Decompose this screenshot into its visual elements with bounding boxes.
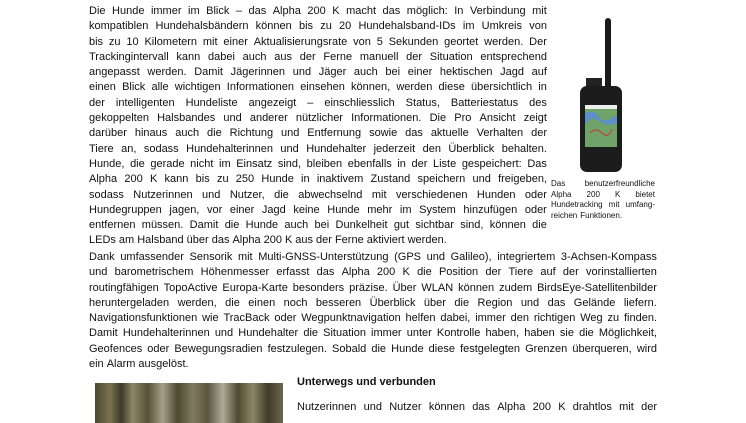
text-line: Alpha 200 K kann bis zu 250 Hunde in inaktivem Zustand speichern und freigeben, [89,173,547,186]
text-line: darüber hinaus auch die Richtung und Entfernung sowie das aktuelle Verhalten der [89,127,547,140]
text-line: gekoppelten Halsbandes und anderer nützlicher Informationen. Die Pro Ansicht zeigt [89,112,547,125]
paragraph-sensors [89,250,657,372]
text-line: Trackingintervall kann dabei auch aus der Ferne manuell der Situation entsprechend [89,50,547,63]
text-line: Hunde, die gerade nicht im Einsatz sind, bleiben ebenfalls in der Liste gespeichert: Das [89,157,547,170]
text-line: bis zu 10 Kilometern mit einer Aktualisierungsrate von 5 Sekunden geortet werden. Der [89,35,547,48]
text-line: Navigationsfunktionen wie TracBack oder Wegpunktnavigation helfen dabei, immer den richtigen Weg zu finden. [89,312,657,325]
paragraph-connected [297,400,657,415]
text-line: Hundegruppen jagen, vor einer Jagd keine Hunde mehr im System hinzufügen oder [89,203,547,216]
device-image-caption [551,179,655,221]
paragraph-dog-tracking [89,4,547,249]
text-line: der intelligenten Hundeliste angezeigt – einschliesslich Status, Batteriestatus des [89,96,547,109]
section-heading: Unterwegs und verbunden [297,376,436,388]
text-line: Tiere an, sodass Hundehalterinnen und Hundehalter jederzeit den Überblick behalten. [89,142,547,155]
text-line: entfernen müssen. Damit die Hunde auch bei Dunkelheit gut sichtbar sind, können die [89,219,547,232]
text-line: angepasst werden. Damit Jägerinnen und Jäger auch bei einer hektischen Jagd auf [89,66,547,79]
text-line: Das benutzerfreundliche [551,179,655,188]
text-line: Nutzerinnen und Nutzer können das Alpha 200 K drahtlos mit der [297,401,657,413]
text-line: routingfähigen TopoActive Europa-Karte besonders präzise. Über WLAN können zudem BirdsEye-Satellitenbilder [89,281,657,294]
text-line: sodass Nutzerinnen und Nutzer, die abwechselnd mit verschiedenen Hunden oder [89,188,547,201]
alpha-200k-device-image [578,18,658,174]
text-line: einen Blick alle wichtigen Informationen einsehen können, werden diese übersichtlich in [89,81,547,94]
text-line: Alpha 200 K bietet [551,189,655,199]
text-line: reichen Funktionen. [551,210,623,220]
text-line: und barometrischem Höhenmesser erfasst das Alpha 200 K die Position der Tiere auf der vorinstallierten [89,266,657,279]
text-line: Die Hunde immer im Blick – das Alpha 200 K macht das möglich: In Verbindung mit [89,5,547,17]
text-line: Dank umfassender Sensorik mit Multi-GNSS-Unterstützung (GPS und Galileo), integriertem 3-Achsen-Kompass [89,251,657,263]
text-line: kompatiblen Hundehalsbändern können bis zu 20 Hundehalsband-IDs im Umkreis von [89,20,547,33]
text-line: Damit Hundehalterinnen und Hundehalter die Situation immer unter Kontrolle haben, haben sie die Möglichkeit, [89,327,657,340]
text-line: heruntergeladen werden, die einen noch besseren Überblick über die Region und das Gelände liefern. [89,296,657,309]
text-line: Geofences oder Bewegungsradien festzulegen. Sobald die Hunde diese festgelegten Grenzen überqueren, wird [89,342,657,355]
text-line: ein Alarm ausgelöst. [89,358,189,371]
text-line: LEDs am Halsband über das Alpha 200 K aus der Ferne aktiviert werden. [89,234,447,247]
forest-photo [95,383,283,423]
text-line: Hundetracking mit umfang- [551,200,655,209]
